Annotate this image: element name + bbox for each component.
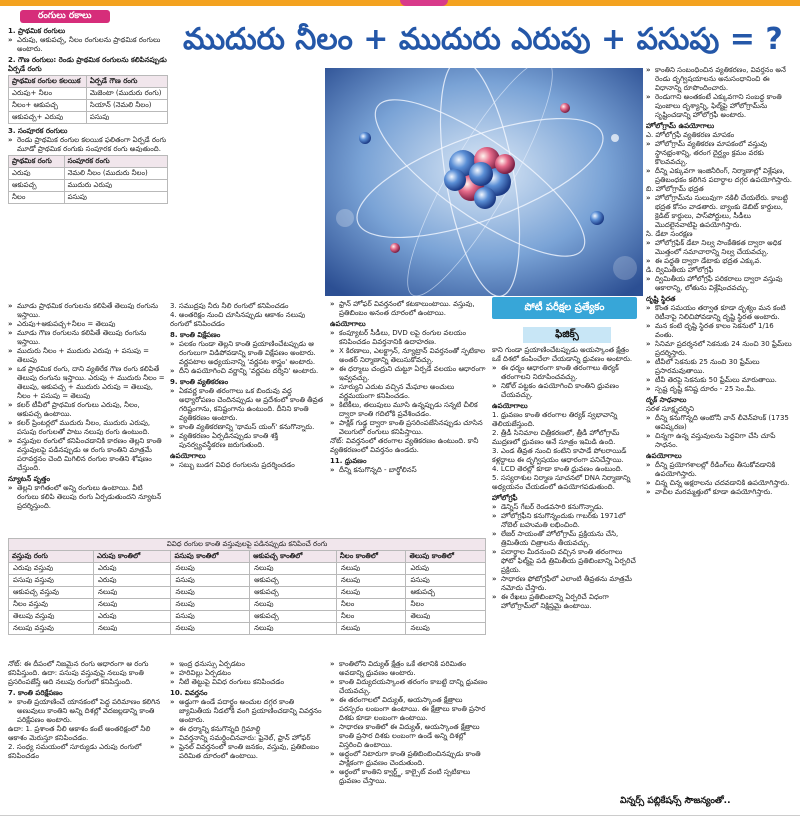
list-item: » హోలోగ్రామ్ వ్యతికరణ మాపకంలో వస్తువు స్థానభ్రంశాన్ని, తరంగ దైర్ఘ్యం క్రమం వరకు కొలవవచ్చు. <box>646 140 794 167</box>
subject-label: ఫిజిక్స్ <box>523 327 611 343</box>
column-left-bullets <box>8 302 166 534</box>
note: నోట్: వివర్తనంలో తరంగాల వ్యతికరణం ఉంటుంది. కానీ వ్యతికరణంలో వివర్తనం ఉండదు. <box>330 437 479 454</box>
sub-title: డి. ద్విమితీయ హోలోగ్రఫీ <box>646 266 714 274</box>
list-item: 1. ధ్రువణం కాంతి తరంగాల తిర్యక్ స్వభావాన్ని తెలియజేస్తుంది. <box>492 411 618 428</box>
table-row: ఎరుపు వస్తువు ఎరుపు నలుపు నలుపు నలుపు ఎరుపు <box>9 563 486 575</box>
list-item: » టీవీ తెరపై సెకనుకు 50 ఫ్రేమ్‌లు మారుతాయి. <box>646 376 794 385</box>
section-title: 7. కాంతి పరిక్షేపణం <box>8 689 63 697</box>
list-item: » కాంతి ప్రయాణించే యానకంలో పెద్ద పరిమాణం కలిగిన అణువులు కాంతిని అన్ని దిశల్లో వెదజల్లడాన్ని కాంతి పరిక్షేపణం అంటారు. <box>8 698 166 725</box>
list-item: » కాంతి వ్యతికరణాన్ని 'థామస్ యంగ్' కనుగొన్నారు. <box>170 423 326 432</box>
list-item: » హోలోగ్రఫీని కనుగొన్నందుకు గాబర్‌కు 1971లో నోబెల్ బహుమతి లభించింది. <box>492 512 638 530</box>
column-mid-items <box>170 302 326 534</box>
list-item: » దీన్ని ఎక్కువగా ఇంజినీరింగ్, నిర్మాణాల్లో విశ్లేషణ, ప్రతిబంధకం కలిగిన పదార్థాల దగ్గర ఉపయోగిస్తారు. <box>646 167 794 185</box>
list-item: » నికోల్ పట్టకం ఉపయోగించి కాంతిని ధ్రువణం చేయవచ్చు. <box>492 382 638 400</box>
column-physics <box>492 346 638 791</box>
list-item: 4. అంతరిక్షం నుంచి చూసినప్పుడు ఆకాశం నలుపు రంగులో కనిపించడం <box>170 311 306 328</box>
list-item: » ఈ తరంగాలలో విద్యుత్, అయస్కాంత క్షేత్రాలు పరస్పరం లంబంగా ఉంటాయి. ఈ క్షేత్రాలు కాంతి ప్రసార దిశకు కూడా లంబంగా ఉంటాయి. <box>330 696 488 723</box>
section-title: 9. కాంతి వ్యతికరణం <box>170 378 229 386</box>
section-title: దృష్టి స్థిరత <box>646 295 676 303</box>
list-item: » హోలోగ్రామ్‌ను సులువుగా నకిలీ చేయలేరు. కాబట్టి భద్రత కోసం వాడతారు. బ్యాంకు డెబిట్ కార్డులు, క్రెడిట్ కార్డులు, పాస్‌పోర్టులు, సీడీలు మొదలైనవాటిపై ఉపయోగిస్తారు. <box>646 194 794 230</box>
list-item: » టీవీలో సెకనుకు 25 నుంచి 30 ఫ్రేమ్‌లు ప్రసారమవుతాయి. <box>646 358 794 376</box>
section-title: ఉపయోగాలు <box>170 452 206 460</box>
list-item: » నీటి తెట్టుపై వివిధ రంగులు కనిపించడం <box>170 678 326 687</box>
list-item: » అర్ధంలో కాంతిని క్వార్ట్జ్, కాల్సైట్ వంటి స్పటికాలు ధ్రువణం చేస్తాయి. <box>330 768 488 786</box>
color-under-light-table: వివిధ రంగుల కాంతి వస్తువులపై పడినప్పుడు కనిపించే రంగు వస్తువు రంగు ఎరుపు కాంతిలో పసుపు కాంతిలో ఆకుపచ్చ కాంతిలో నీలం కాంతిలో తెలుపు కాంతిలో ఎరుపు వస్తువు ఎరుపు నలుపు నలుపు నలుపు ఎరుపు పసుపు వస్తువు ఎరుపు పసుపు ఆకుపచ్చ నలుపు పసుపు ఆకుపచ్చ వస్తువు నలుపు నలుపు ఆకుపచ్చ నలుపు ఆకుపచ్చ నీలం వస్తువు నలుపు నలుపు నలుపు నీలం నీలం తెలుపు వస్తువు ఎరుపు పసుపు ఆకుపచ్చ నీలం తెలుపు నలుపు వస్తువు నలుపు నలుపు నలుపు నలుపు నలుపు <box>8 537 486 638</box>
list-item: » తెల్లని కాగితంలో అన్ని రంగులు ఉంటాయి. వీటి రంగులు కలిపి తెలుపు రంగు ఏర్పడుతుందని న్యూటన్ ప్రదర్శిస్తుంది. <box>8 484 166 511</box>
section-title: 1. ప్రాథమిక రంగులు <box>8 27 66 35</box>
section-title: 3. సంపూరక రంగులు <box>8 127 68 135</box>
list-item: » కాంతిని సంబంధించిన వ్యతికరణం, వివర్తనం అనే రెండు దృగ్విషయాలను అనుసంధానించి ఈ విధానాన్ని రూపొందించారు. <box>646 66 794 93</box>
table-row: నలుపు వస్తువు నలుపు నలుపు నలుపు నలుపు నలుపు <box>9 623 486 635</box>
list-item: » స్పష్ట దృష్టి కనిష్ట దూరం - 25 సెం.మీ. <box>646 385 794 394</box>
list-item: » వివర్తనాన్ని సమర్థించినవారు: ఫ్రెనెల్, ఫ్రాన్ హోఫర్ <box>170 734 326 743</box>
page-title: ముదురు నీలం + ముదురు ఎరుపు + పసుపు = ? <box>183 22 783 57</box>
publisher-credit: విన్నర్స్ పబ్లికేషన్స్ సౌజన్యంతో.. <box>620 796 731 806</box>
list-item: » కాంతిలోని విద్యుత్ క్షేత్రం ఒకే తలానికి పరిమితం అవడాన్ని ధ్రువణం అంటారు. <box>330 660 488 678</box>
section-title: ఉపయోగాలు <box>492 402 528 410</box>
list-item: 2. త్రీడీ సినిమాల చిత్రీకరణలో, త్రీడీ హోలోగ్రామ్ ముద్రణలో ధ్రువణం అనే సూత్రం ఇమిడి ఉంది. <box>492 429 620 446</box>
list-item: » దీన్ని కనుగొన్నది ఆంటోనీ వాన్ లీవెన్‌హుక్ (1735 ఆవిష్కరణ) <box>646 414 794 432</box>
list-item: » ఈ రేఖలు ప్రతిబింబాన్ని ఏర్పరిచే విధంగా హోలోగ్రామ్‌లో నిక్షిప్తమై ఉంటాయి. <box>492 593 638 611</box>
list-item: » కలర్ టీవీలో ప్రాథమిక రంగులు ఎరుపు, నీలం, ఆకుపచ్చ ఉంటాయి. <box>8 401 166 419</box>
list-item: » కలర్ ప్రింటర్లలో ముదురు నీలం, ముదురు ఎరుపు, పసుపు రంగులతో పాటు నలుపు రంగు ఉంటుంది. <box>8 419 166 437</box>
list-item: » హరివిల్లు ఏర్పడటం <box>170 669 326 678</box>
column-right <box>646 66 794 791</box>
section-title: 10. వివర్తనం <box>170 689 208 697</box>
list-item: » పదార్థాల మీదనుంచి వచ్చిన కాంతి తరంగాలు ఫోటో ఫిల్మ్‌పై పడి త్రిమితీయ ప్రతిబింబాన్ని ఏర్పరిచే ప్రక్రియ. <box>492 548 638 575</box>
section-title: ఉపయోగాలు <box>330 320 366 328</box>
atom-image <box>325 68 643 296</box>
list-item: » రెండు ప్రాథమిక రంగుల కలయిక ఫలితంగా ఏర్పడే రంగు మూడో ప్రాథమిక రంగుకు సంపూరక రంగు అవుతుంది. <box>8 136 168 154</box>
section-title: దృక్ సాధనాలు <box>646 396 687 404</box>
list-item: » వాచీల మరమ్మత్తులో కూడా ఉపయోగిస్తారు. <box>646 488 794 497</box>
column-mid2 <box>330 300 488 536</box>
list-item: » ఫ్రెనల్ వివర్తనంలో కాంతి జనకం, వస్తువు, ప్రతిబింబం పరిమిత దూరంలో ఉంటాయి. <box>170 743 326 761</box>
list-item: ఉదా: 1. ప్రశాంత నీలి ఆకాశం కంటే అంతరిక్షంలో నీలి ఆకాశం మెరుస్తూ కనిపించడం. <box>8 725 151 742</box>
atom-illustration <box>325 68 643 296</box>
list-item: » కొంత సమయం తర్వాత కూడా దృశ్యం మన కంటి రెటీనాపై నిలిచిపోవడాన్ని దృష్టి స్థిరత అంటారు. <box>646 304 794 322</box>
list-item: » డెన్నిస్ గేబర్ రెండవసారి కనుగొన్నాడు. <box>492 503 638 512</box>
list-item: » వ్యతికరణం ఏర్పడినప్పుడు కాంతి శక్తి పునర్వ్యవస్థీకరణ జరుగుతుంది. <box>170 432 326 450</box>
list-item: » సాధారణ కాంతిలో ఈ విద్యుత్, అయస్కాంత క్షేత్రాలు కాంతి ప్రసార దిశకు లంబంగా ఉండే అన్ని దిశల్లో విస్తరించి ఉంటాయి. <box>330 723 488 750</box>
list-item: » వస్తువుల రంగులో కనిపించడానికి కారణం తెల్లని కాంతి వస్తువులపై పడినప్పుడు ఆ రంగు కాంతిని మాత్రమే పరావర్తనం చెంది మిగిలిన రంగుల కాంతిని శోషణం చేస్తుంది. <box>8 437 166 473</box>
top-stripe <box>0 0 800 6</box>
section-title: హోలోగ్రఫీ <box>492 494 518 502</box>
complementary-colors-table: ప్రాథమిక రంగు సంపూరక రంగు ఎరుపు నెమలి నీలం (ముదురు నీలం) ఆకుపచ్చ ముదురు ఎరుపు నీలం పసుపు <box>8 155 168 204</box>
list-item: » ఒక ప్రాథమిక రంగు, దాని వ్యతిరేక గౌణ రంగు కలిపితే తెలుపు రంగును ఇస్తాయి. ఎరుపు + ముదురు నీలం = తెలుపు, ఆకుపచ్చ + ముదురు ఎరుపు = తెలుపు, నీలం + పసుపు = తెలుపు <box>8 365 166 401</box>
section-title: 8. కాంతి విక్షేపణం <box>170 331 221 339</box>
list-item: » ముదురు నీలం + ముదురు ఎరుపు + పసుపు = తెలుపు <box>8 347 166 365</box>
list-item: » రెండుగాని అంతకంటే ఎక్కువగాని సంబద్ధ కాంతి పుంజాలు దృశ్యాన్ని, ఫిల్మ్‌పై హోలోగ్రామ్‌ను సృష్టించడాన్ని హోలోగ్రఫీ అంటారు. <box>646 93 794 120</box>
section-title: 11. ధ్రువణం <box>330 457 367 465</box>
list-item: » మూడు గౌణ రంగులను కలిపితే తెలుపు రంగును ఇస్తాయి. <box>8 329 166 347</box>
list-item: » కాంతి విద్యుదయస్కాంత తరంగం కాబట్టి దాన్ని ధ్రువణం చేయవచ్చు. <box>330 678 488 696</box>
table-row: ఆకుపచ్చ వస్తువు నలుపు నలుపు ఆకుపచ్చ నలుపు ఆకుపచ్చ <box>9 587 486 599</box>
sub-title: బి. హోలోగ్రామ్ భద్రత <box>646 185 704 193</box>
list-item: » ద్విమితీయ హోలోగ్రఫీ పరికరాలు ద్వారా వస్తువు ఆకారాన్ని, లోతును విశ్లేషించవచ్చు. <box>646 275 794 293</box>
table-row: నీలం వస్తువు నలుపు నలుపు నలుపు నీలం నీలం <box>9 599 486 611</box>
column-bottom-2 <box>170 660 326 810</box>
table-row: తెలుపు వస్తువు ఎరుపు పసుపు ఆకుపచ్చ నీలం తెలుపు <box>9 611 486 623</box>
list-item: » X కిరణాలు, ఎలక్ట్రాన్, న్యూట్రాన్ వివర్తనంతో స్ఫటికాల అంతర్ నిర్మాణాన్ని తెలుసుకోవచ్చు. <box>330 347 488 365</box>
list-item: » ఇంద్ర ధనుస్సు ఏర్పడటం <box>170 660 326 669</box>
paragraph: కాని గుండా ప్రయాణించేటప్పుడు అయస్కాంత క్షేత్రం ఒకే దిశలో కంపించేలా చేయడాన్ని ధ్రువణం అంటారు. <box>492 346 633 363</box>
list-item: » హోలోగ్రఫిక్ డేటా నిల్వ సాంకేతికత ద్వారా అధిక మొత్తంలో సమాచారాన్ని నిల్వ చేయవచ్చు. <box>646 239 794 257</box>
column-bottom-1 <box>8 660 166 810</box>
section-header: రంగులు రకాలు <box>20 10 110 23</box>
list-item: » కంప్యూటర్ సీడీలు, DVD లపై రంగుల వలయం కనిపించడం వివర్తనానికి ఉదాహరణ. <box>330 329 488 347</box>
list-item: » చిన్నగా ఉన్న వస్తువులను పెద్దవిగా చేసి చూపే సాధనం. <box>646 432 794 450</box>
list-item: 3. సముద్రపు నీరు నీలి రంగులో కనిపించడం <box>170 302 289 310</box>
list-item: » కిటికీలు, తలుపులు మూసి ఉన్నప్పుడు సన్నటి చీలిక ద్వారా కాంతి గదిలోకి ప్రవేశించడం. <box>330 401 488 419</box>
list-item: » అద్దంలో నిటారుగా కాంతి ప్రతిబింబించినప్పుడు కాంతి పాక్షికంగా ధ్రువణం చెందుతుంది. <box>330 750 488 768</box>
note: నోట్: ఈ దీపంలో నిజమైన రంగు ఆధారంగా ఆ రంగు కనిపిస్తుంది. ఉదా: పసుపు వస్తువుపై నలుపు కాంతి ప్రసరింపజేస్తే అది నలుపు రంగులో కనిపిస్తుంది. <box>8 660 149 686</box>
list-item: » దీన్ని కనుగొన్నది - బార్థోలినస్ <box>330 466 488 475</box>
list-item: 5. సస్యరాశుల నిర్మాణ సూచనలో DNA నిర్మాణాన్ని అధ్యయనం చేయడంలో ఉపయోగపడుతుంది. <box>492 474 631 491</box>
section-title: హోలోగ్రామ్ ఉపయోగాలు <box>646 122 715 130</box>
list-item: » ఏకవర్ణ కాంతి తరంగాలు ఒక బిందువు వద్ద అధ్యారోపణం చెందినప్పుడు ఆ ప్రదేశంలో కాంతి తీవ్రత గరిష్టంగాను, కనిష్టంగాను ఉంటుంది. దీనిని కాంతి వ్యతికరణం అంటారు. <box>170 387 326 423</box>
list-item: » దీన్ని ప్రయోగశాలల్లో రీడింగ్‌లు తీసుకోవడానికి ఉపయోగిస్తారు. <box>646 461 794 479</box>
section-title: 2. గౌణ రంగులు: రెండు ప్రాథమిక రంగులను కలిపినప్పుడు ఏర్పడే రంగు <box>8 56 167 73</box>
list-item: » మన కంటి దృష్టి స్థిరత కాలం సెకనులో 1/16 వంతు. <box>646 322 794 340</box>
list-item: » ఈ ధర్మం ఆధారంగా కాంతి తరంగాలు తిర్యక్ తరంగాలని నిరూపించవచ్చు. <box>492 364 638 382</box>
sub-title: సరళ సూక్ష్మదర్శిని <box>646 405 694 413</box>
list-item: 3. ఎండ తీవ్రత నుంచి కంటిని కాపాడే పోలరాయిడ్ కళ్లద్దాలు ఈ దృగ్విషయం ఆధారంగా పనిచేస్తాయి. <box>492 447 627 464</box>
table-row: పసుపు వస్తువు ఎరుపు పసుపు ఆకుపచ్చ నలుపు పసుపు <box>9 575 486 587</box>
list-item: » సబ్బు బుడగ వివిధ రంగులను ప్రదర్శించడం <box>170 461 326 470</box>
sub-title: సి. డేటా సంరక్షణ <box>646 230 693 238</box>
competitive-exams-banner: పోటీ పరీక్షల ప్రత్యేకం <box>492 297 637 319</box>
list-item: » సాధారణ ఫోటోగ్రఫీలో ఎలాంటి తీవ్రతను మాత్రమే నమోదు చేస్తారు. <box>492 575 638 593</box>
list-item: » పలకం గుండా తెల్లని కాంతి ప్రయాణించేటప్పుడు ఆ రంగులుగా విడిపోవడాన్ని కాంతి విక్షేపణం అంటారు. వర్ణపటాల అధ్యయనాన్ని 'వర్ణపట శాస్త్రం' అంటారు. <box>170 340 326 367</box>
list-item: 2. సంధ్య సమయంలో సూర్యుడు ఎరుపు రంగులో కనిపించడం <box>8 743 142 760</box>
sub-title: ఎ. హోలోగ్రఫీ వ్యతికరణ మాపకం <box>646 131 735 139</box>
list-item: » ఎరుపు+ఆకుపచ్చ+నీలం = తెలుపు <box>8 320 166 329</box>
list-item: » లేజర్ సాయంతో హోలోగ్రామ్ ప్రక్రియను చేసి, త్రిమితీయ చిత్రాలను తీయవచ్చు. <box>492 530 638 548</box>
list-item: » అడ్డుగా ఉండే పదార్థం అంచుల దగ్గర కాంతి జ్యామితీయ నీడలోకి వంగి ప్రయాణించడాన్ని వివర్తనం అంటారు. <box>170 698 326 725</box>
list-item: » పాక్షిక్ గుడ్డ ద్వారా కాంతి ప్రసరింపజేసినప్పుడు చూసిన వెలుగులో రంగులు కనిపిస్తాయి. <box>330 419 488 437</box>
section-title: న్యూటన్ వృత్తం <box>8 475 51 483</box>
list-item: » ఎరుపు, ఆకుపచ్చ, నీలం రంగులను ప్రాథమిక రంగులు అంటారు. <box>8 36 168 54</box>
list-item: » చిన్న చిన్న అక్షరాలను చదవడానికి ఉపయోగిస్తారు. <box>646 479 794 488</box>
list-item: 4. LCD తెరల్లో కూడా కాంతి ధ్రువణం ఉంటుంది. <box>492 465 623 473</box>
list-item: » సినిమా ప్రదర్శనలో సెకనుకు 24 నుంచి 30 ఫ్రేమ్‌లు ప్రదర్శిస్తారు. <box>646 340 794 358</box>
list-item: » దీని ఉపయోగించి వర్ణాన్ని 'వర్ణపట దర్శిని' అంటారు. <box>170 367 326 376</box>
column-bottom-3 <box>330 660 488 810</box>
secondary-colors-table: ప్రాథమిక రంగుల కలయిక ఏర్పడే గౌణ రంగు ఎరుపు+ నీలం మెజెంటా (ముదురు రంగు) నీలం+ ఆకుపచ్చ సియాన్ (నెమలి నీలం) ఆకుపచ్చ+ ఎరుపు పసుపు <box>8 75 168 124</box>
list-item: » ఈ పద్ధతి ద్వారా డేటాకు భద్రత ఎక్కువ. <box>646 257 794 266</box>
bottom-rule <box>0 815 800 816</box>
list-item: » సూర్యుని ఎదుట వచ్చిన మేఘాల అంచులు వర్ణమయంగా కనిపించడం. <box>330 383 488 401</box>
list-item: » మూడు ప్రాథమిక రంగులను కలిపితే తెలుపు రంగును ఇస్తాయి. <box>8 302 166 320</box>
table-caption: వివిధ రంగుల కాంతి వస్తువులపై పడినప్పుడు కనిపించే రంగు <box>9 539 486 551</box>
list-item: » ఫ్రాన్ హోఫర్ వివర్తనంలో కటకాలుంటాయి. వస్తువు, ప్రతిబింబం అనంత దూరంలో ఉంటాయి. <box>330 300 488 318</box>
list-item: » ఈ ధర్మాలు చంద్రుని చుట్టూ ఏర్పడే వలయం ఆధారంగా ఇవ్వవచ్చు. <box>330 365 488 383</box>
list-item: » ఈ ధర్మాన్ని కనుగొన్నది గ్రిమాల్డి <box>170 725 326 734</box>
section-title: ఉపయోగాలు <box>646 452 682 460</box>
